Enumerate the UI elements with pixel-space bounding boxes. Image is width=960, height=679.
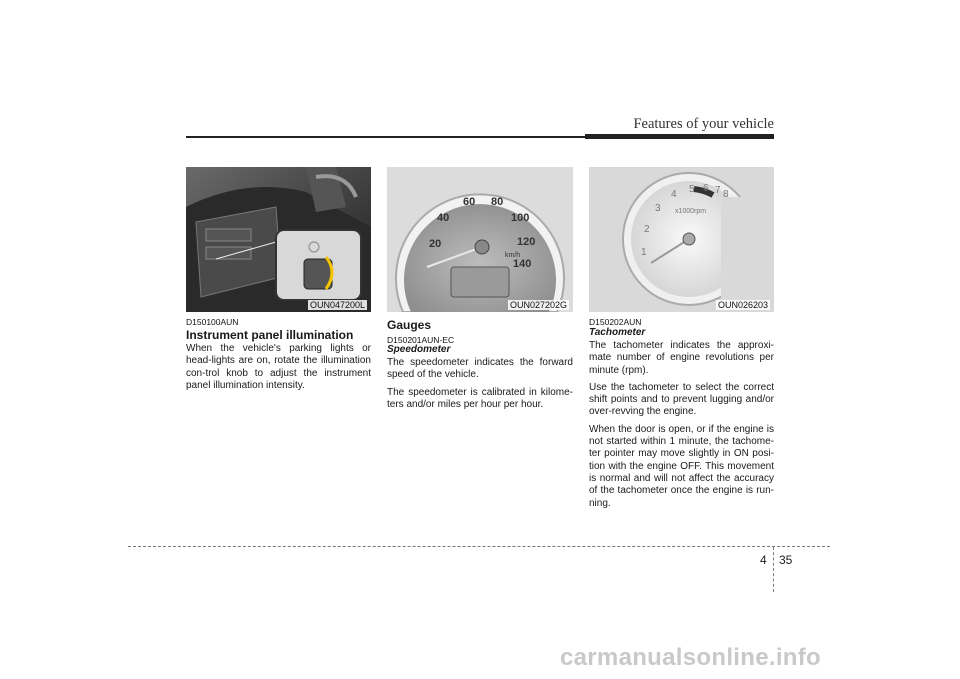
figure-code: OUN047200L [309,300,365,310]
speedometer-illustration [387,167,573,312]
tachometer-photo [589,167,774,312]
dial-unit: x1000rpm [675,208,707,215]
paragraph: The tachometer indicates the approxi-mate number of engine revolutions per minute (rpm). [589,340,774,376]
running-header: Features of your vehicle [633,116,774,132]
header-rule-accent [585,134,774,139]
subsection-heading: Tachometer [589,327,646,338]
paragraph: When the vehicle's parking lights or head-lights are on, rotate the illumination con-trol knob to adjust the instrument panel illumination intensity. [186,343,371,391]
section-body [387,357,573,416]
section-code: D150100AUN [186,317,239,327]
dial-label: 120 [517,236,536,248]
dial-label: 6 [703,183,709,194]
dial-label: 3 [655,203,661,214]
dial-label: 5 [689,184,695,195]
footer-rule [128,546,830,547]
section-body [589,340,774,515]
subsection-heading: Speedometer [387,344,451,355]
watermark: carmanualsonline.info [560,644,822,671]
dial-label: 100 [511,212,530,224]
paragraph: Use the tachometer to select the correct shift points and to prevent lugging and/or over-revving the engine. [589,381,774,418]
dial-label: 2 [644,224,650,235]
dial-label: 7 [715,185,721,196]
dial-label: 4 [671,189,677,200]
paragraph: The speedometer indicates the forward speed of the vehicle. [387,357,573,381]
paragraph: The speedometer is calibrated in kilome-ters and/or miles per hour per hour. [387,386,573,410]
dashboard-illustration [186,167,371,312]
dial-label: 80 [491,196,504,208]
dial-label: 40 [437,212,450,224]
section-code: D150201AUN-EC [387,335,455,345]
speedometer-photo [387,167,573,312]
section-code: D150202AUN [589,317,642,327]
footer-divider [773,547,774,592]
dial-label: 140 [513,258,532,270]
tachometer-illustration [589,167,774,312]
dial-unit: km/h [505,252,521,259]
paragraph: When the door is open, or if the engine is not started within 1 minute, the tachome-ter pointer may move slightly in ON posi-tion with the engine OFF. This movement is normal and will not affect the accuracy of the tachometer once the engine is run-ning. [589,423,774,509]
section-body [186,343,371,397]
section-heading: Gauges [387,318,432,332]
dial-label: 8 [723,189,729,200]
page-number: 35 [779,553,793,567]
dial-label: 20 [429,238,442,250]
figure-code: OUN026203 [717,300,768,310]
section-heading: Instrument panel illumination [186,328,354,342]
chapter-number: 4 [760,553,767,567]
dial-label: 1 [641,247,647,258]
illumination-control-photo [186,167,371,312]
figure-code: OUN027202G [509,300,567,310]
dial-label: 60 [463,196,476,208]
